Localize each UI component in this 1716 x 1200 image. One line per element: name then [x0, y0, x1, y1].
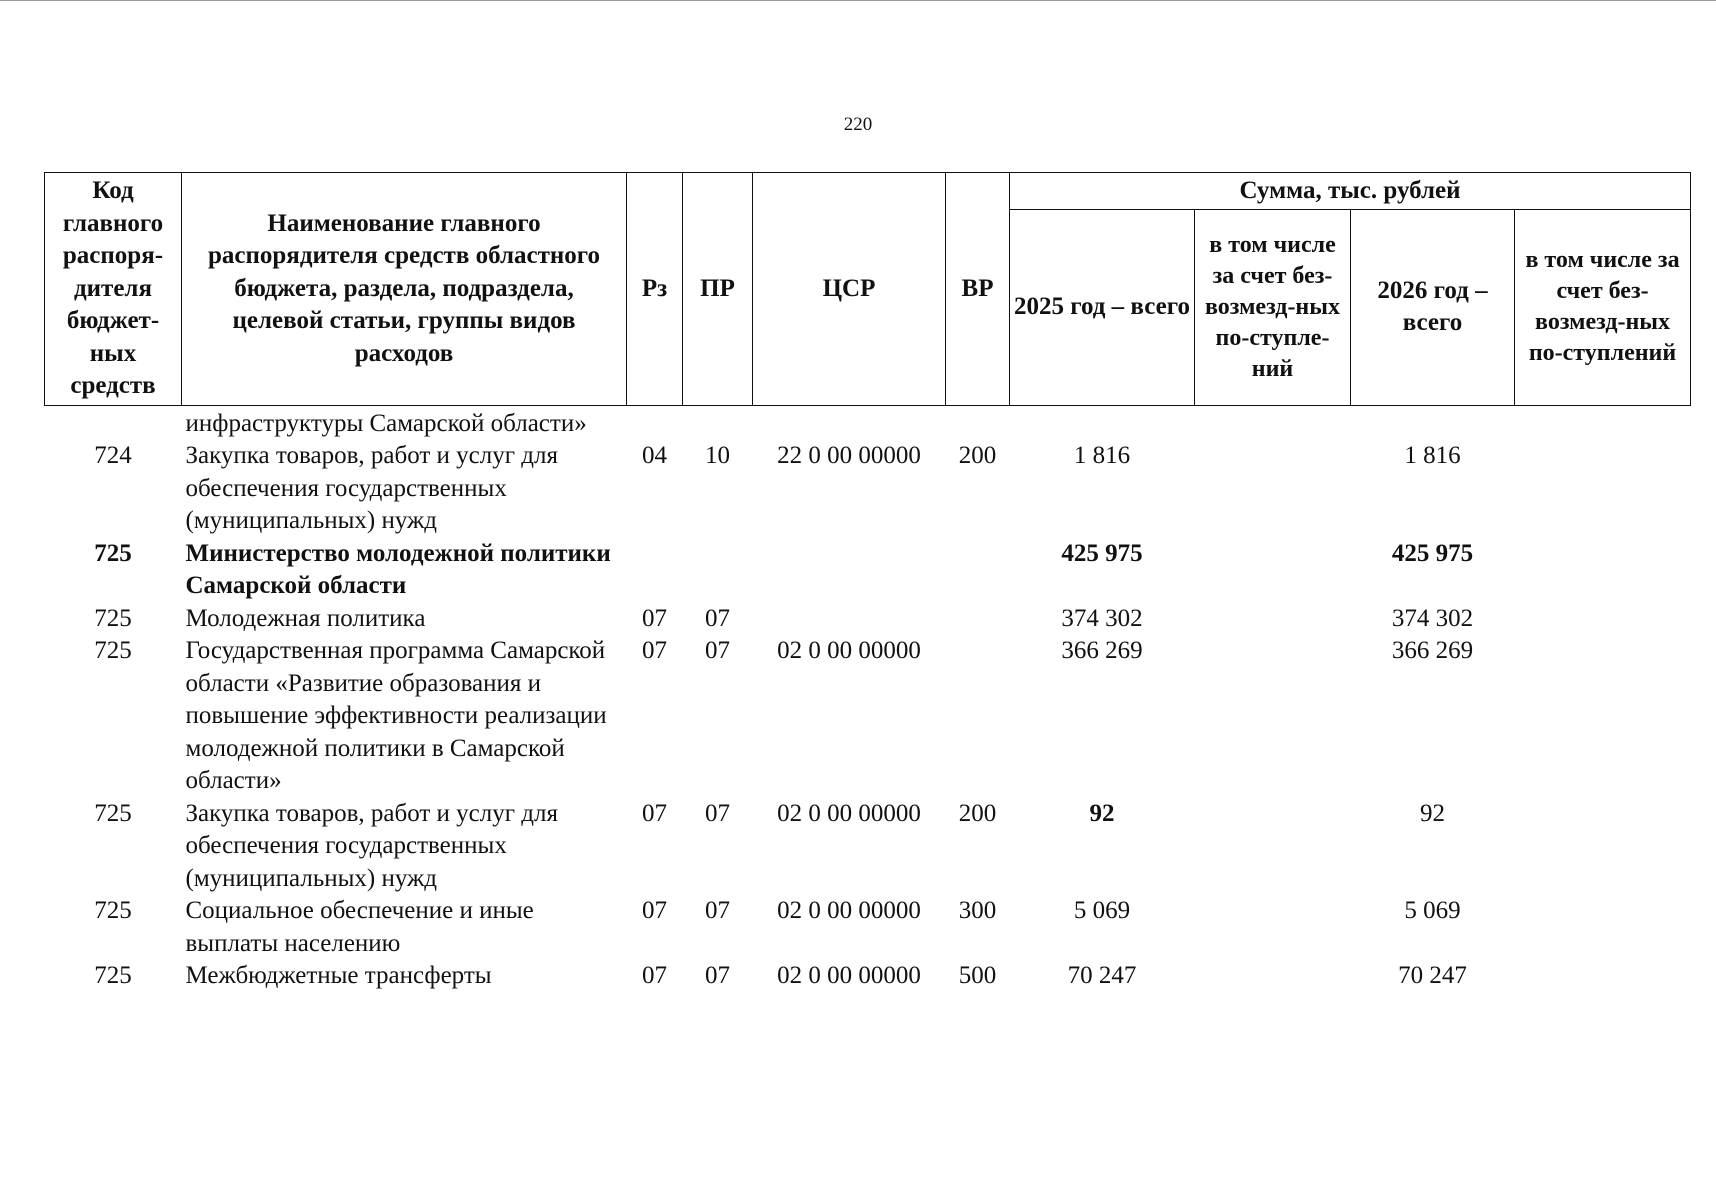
cell-2025-total: 366 269 [1061, 637, 1143, 664]
cell-name: инфраструктуры Самарской области» [185, 409, 587, 437]
cell-2025-total: 374 302 [1061, 604, 1143, 632]
cell-2026-total: 1 816 [1404, 442, 1461, 469]
cell-rz: 07 [642, 604, 667, 632]
cell-csr: 02 0 00 00000 [777, 637, 921, 664]
cell-name: Межбюджетные трансферты [185, 962, 492, 989]
cell-2026-grants [1515, 895, 1691, 960]
cell-csr [753, 405, 946, 440]
table-row [45, 895, 1691, 960]
table-row [45, 960, 1691, 993]
cell-rz: 07 [642, 962, 667, 989]
table-row [45, 635, 1691, 798]
cell-rz: 04 [642, 442, 667, 469]
cell-2025-total: 70 247 [1067, 962, 1137, 989]
cell-pr: 07 [705, 604, 730, 632]
cell-name: Закупка товаров, работ и услуг для обеспечения государственных (муниципальных) нужд [185, 799, 558, 892]
cell-vr [946, 603, 1010, 636]
cell-code: 725 [94, 897, 132, 924]
cell-csr [753, 538, 946, 603]
cell-2025-grants [1195, 798, 1351, 896]
cell-vr: 500 [958, 962, 997, 989]
table-header [45, 173, 1691, 406]
cell-csr [753, 603, 946, 636]
cell-2026-total: 366 269 [1391, 637, 1474, 664]
cell-2026-grants [1515, 635, 1691, 798]
cell-2026-grants [1515, 798, 1691, 896]
cell-pr [683, 538, 753, 603]
cell-2026-total: 374 302 [1391, 604, 1474, 632]
cell-2026-total: 70 247 [1398, 962, 1467, 989]
cell-code: 725 [94, 799, 132, 827]
cell-code: 725 [94, 637, 132, 664]
cell-2025-total: 92 [1089, 799, 1115, 827]
header-vr: ВР [946, 173, 1010, 406]
header-2026-total: 2026 год – всего [1351, 210, 1515, 406]
cell-2025-total: 1 816 [1073, 442, 1131, 469]
cell-code: 725 [94, 539, 132, 567]
header-pr: ПР [683, 173, 753, 406]
cell-2025-grants [1195, 440, 1351, 538]
cell-name: Министерство молодежной политики Самарской области [185, 539, 611, 599]
cell-code [45, 405, 182, 440]
cell-2025-grants [1195, 895, 1351, 960]
header-csr: ЦСР [753, 173, 946, 406]
table-row [45, 798, 1691, 896]
table-row [45, 405, 1691, 440]
header-name: Наименование главного распорядителя средств областного бюджета, раздела, подраздела, целевой статьи, группы видов расходов [182, 173, 627, 406]
table-row [45, 440, 1691, 538]
header-sum-group: Сумма, тыс. рублей [1010, 173, 1691, 210]
cell-name: Молодежная политика [185, 604, 426, 632]
header-2026-grants: в том числе за счет без-возмезд-ных по-ступлений [1515, 210, 1691, 406]
cell-2026-total [1351, 405, 1515, 440]
cell-code: 725 [94, 604, 132, 632]
cell-vr [946, 405, 1010, 440]
header-rz: Рз [627, 173, 683, 406]
cell-csr: 02 0 00 00000 [777, 799, 921, 827]
cell-rz: 07 [642, 897, 667, 924]
cell-2025-total: 425 975 [1061, 539, 1143, 567]
cell-vr [946, 635, 1010, 798]
cell-2026-grants [1515, 960, 1691, 993]
cell-rz: 07 [642, 637, 667, 664]
cell-vr: 300 [958, 897, 997, 924]
header-2025-grants: в том числе за счет без-возмезд-ных по-ступле-ний [1195, 210, 1351, 406]
cell-csr: 02 0 00 00000 [777, 897, 921, 924]
cell-code: 725 [94, 962, 132, 989]
top-rule [0, 0, 1716, 1]
cell-2026-grants [1515, 603, 1691, 636]
cell-vr: 200 [958, 442, 997, 469]
cell-rz: 07 [642, 799, 667, 827]
cell-rz [627, 538, 683, 603]
cell-pr: 07 [705, 897, 730, 924]
table-row-ministry [45, 538, 1691, 603]
cell-code: 724 [94, 442, 132, 469]
cell-pr [683, 405, 753, 440]
cell-2025-total [1010, 405, 1195, 440]
header-code: Код главного распоря-дителя бюджет-ных средств [45, 173, 182, 406]
cell-pr: 07 [705, 799, 730, 827]
table-body [45, 405, 1691, 993]
cell-2025-grants [1195, 635, 1351, 798]
page-number: 220 [843, 114, 873, 135]
cell-2026-total: 5 069 [1404, 897, 1461, 924]
cell-2026-total: 92 [1420, 799, 1445, 827]
table-row [45, 603, 1691, 636]
cell-name: Социальное обеспечение и иные выплаты населению [185, 897, 534, 957]
budget-table [44, 172, 1691, 993]
cell-2025-grants [1195, 538, 1351, 603]
cell-vr [946, 538, 1010, 603]
cell-csr: 02 0 00 00000 [777, 962, 921, 989]
cell-2025-total: 5 069 [1073, 897, 1131, 924]
cell-name: Государственная программа Самарской области «Развитие образования и повышение эффективности реализации молодежной политики в Самарской области» [185, 637, 607, 794]
header-2025-total: 2025 год – всего [1010, 210, 1195, 406]
cell-2026-grants [1515, 440, 1691, 538]
cell-2026-grants [1515, 538, 1691, 603]
cell-rz [627, 405, 683, 440]
cell-2025-grants [1195, 603, 1351, 636]
cell-csr: 22 0 00 00000 [777, 442, 921, 469]
cell-vr: 200 [958, 799, 997, 827]
cell-pr: 07 [705, 962, 730, 989]
cell-name: Закупка товаров, работ и услуг для обеспечения государственных (муниципальных) нужд [185, 442, 558, 534]
cell-2025-grants [1195, 405, 1351, 440]
cell-pr: 07 [705, 637, 730, 664]
cell-2026-grants [1515, 405, 1691, 440]
cell-2026-total: 425 975 [1391, 539, 1474, 567]
cell-2025-grants [1195, 960, 1351, 993]
cell-pr: 10 [705, 442, 730, 469]
